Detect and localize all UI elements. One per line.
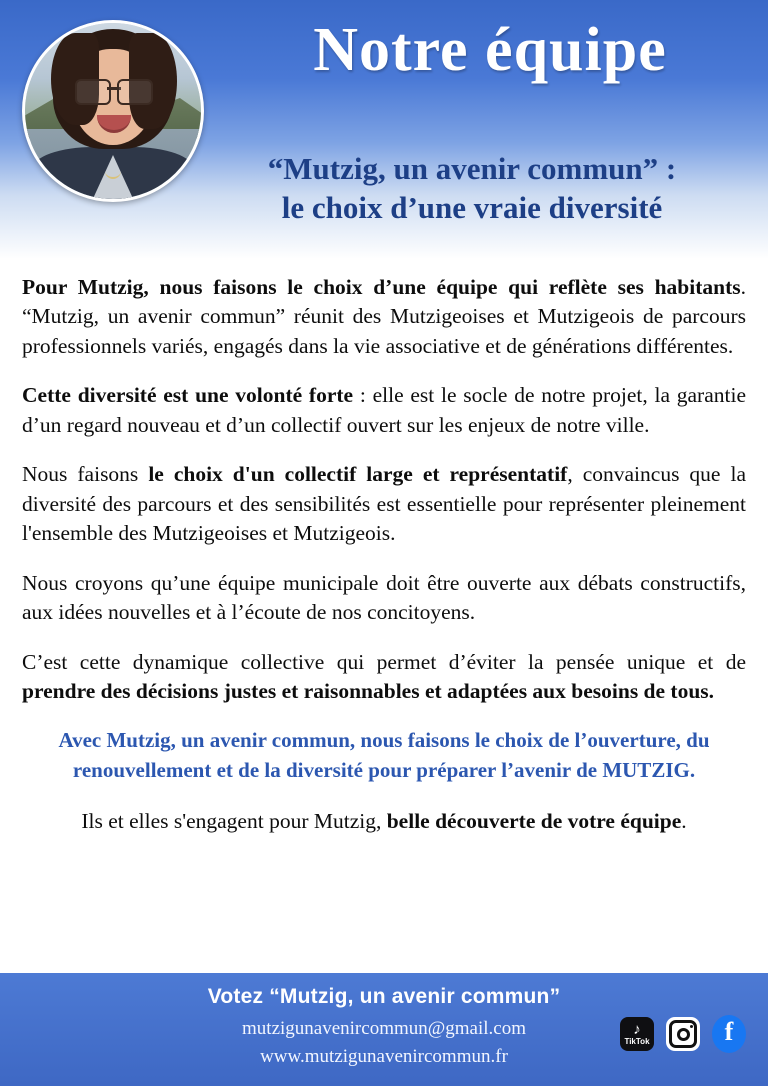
footer-inner — [0, 973, 768, 1086]
footer-website[interactable]: www.mutzigunavenircommun.fr — [260, 1045, 508, 1067]
closing-bold: belle découverte de votre équipe — [386, 809, 682, 834]
paragraph-2 — [22, 381, 746, 440]
accent-paragraph: Avec Mutzig, un avenir commun, nous faisons le choix de l’ouverture, du renouvellement et de la diversité pour préparer l’avenir de MUTZIG. — [58, 728, 710, 782]
paragraph-5 — [22, 648, 746, 707]
paragraph-3 — [22, 460, 746, 548]
facebook-letter: f — [724, 1017, 734, 1046]
subtitle-line-1: “Mutzig, un avenir commun” : — [267, 151, 677, 186]
subtitle-line-2: le choix d’une vraie diversité — [281, 190, 663, 226]
paragraph-1 — [22, 273, 746, 361]
closing-paragraph — [22, 807, 746, 836]
body-content — [0, 259, 768, 837]
paragraph-2-bold: Cette diversité est une volonté forte — [22, 383, 354, 408]
tiktok-icon[interactable] — [620, 1017, 654, 1051]
paragraph-4 — [22, 569, 746, 628]
avatar — [22, 20, 204, 202]
paragraph-3-text-tail: , convaincus que la diversité des parcours et des sensibilités est essentielle pour représenter pleinement l'ensemble des Mutzigeoises et Mutzigeois. — [22, 462, 746, 546]
facebook-icon[interactable] — [712, 1015, 746, 1053]
paragraph-1-bold: Pour Mutzig, nous faisons le choix d’une équipe qui reflète ses habitants — [22, 275, 741, 299]
page-title: Notre équipe — [313, 16, 667, 84]
instagram-icon[interactable] — [666, 1017, 700, 1051]
paragraph-4-text: Nous croyons qu’une équipe municipale doit être ouverte aux débats constructifs, aux idées nouvelles et à l’écoute de nos concitoyens. — [22, 570, 746, 625]
footer-email[interactable]: mutzigunavenircommun@gmail.com — [242, 1018, 526, 1039]
social-links — [620, 1015, 746, 1053]
tiktok-note-glyph: ♪ — [633, 1021, 641, 1038]
glasses-icon — [75, 79, 153, 101]
closing-text-tail: . — [681, 809, 687, 834]
paragraph-3-text-lead: Nous faisons — [22, 462, 149, 487]
tiktok-label: TikTok — [624, 1037, 650, 1046]
footer-title: Votez “Mutzig, un avenir commun” — [207, 985, 561, 1008]
instagram-frame — [669, 1020, 697, 1048]
paragraph-2-text: : elle est le socle de notre projet, la garantie d’un regard nouveau et d’un collectif ouvert sur les enjeux de notre ville. — [22, 383, 746, 437]
glasses-lens-right — [117, 79, 153, 105]
closing-text-lead: Ils et elles s'engagent pour Mutzig, — [81, 809, 387, 834]
paragraph-5-text-lead: C’est cette dynamique collective qui permet d’éviter la pensée unique et de — [22, 649, 746, 674]
paragraph-3-bold: le choix d'un collectif large et représentatif — [148, 462, 568, 487]
paragraph-5-bold: prendre des décisions justes et raisonnables et adaptées aux besoins de tous. — [22, 678, 715, 703]
footer-banner — [0, 971, 768, 1086]
paragraph-1-text: . “Mutzig, un avenir commun” réunit des Mutzigeoises et Mutzigeois de parcours professionnels variés, engagés dans la vie associative et de générations différentes. — [22, 275, 746, 358]
glasses-lens-left — [75, 79, 111, 105]
